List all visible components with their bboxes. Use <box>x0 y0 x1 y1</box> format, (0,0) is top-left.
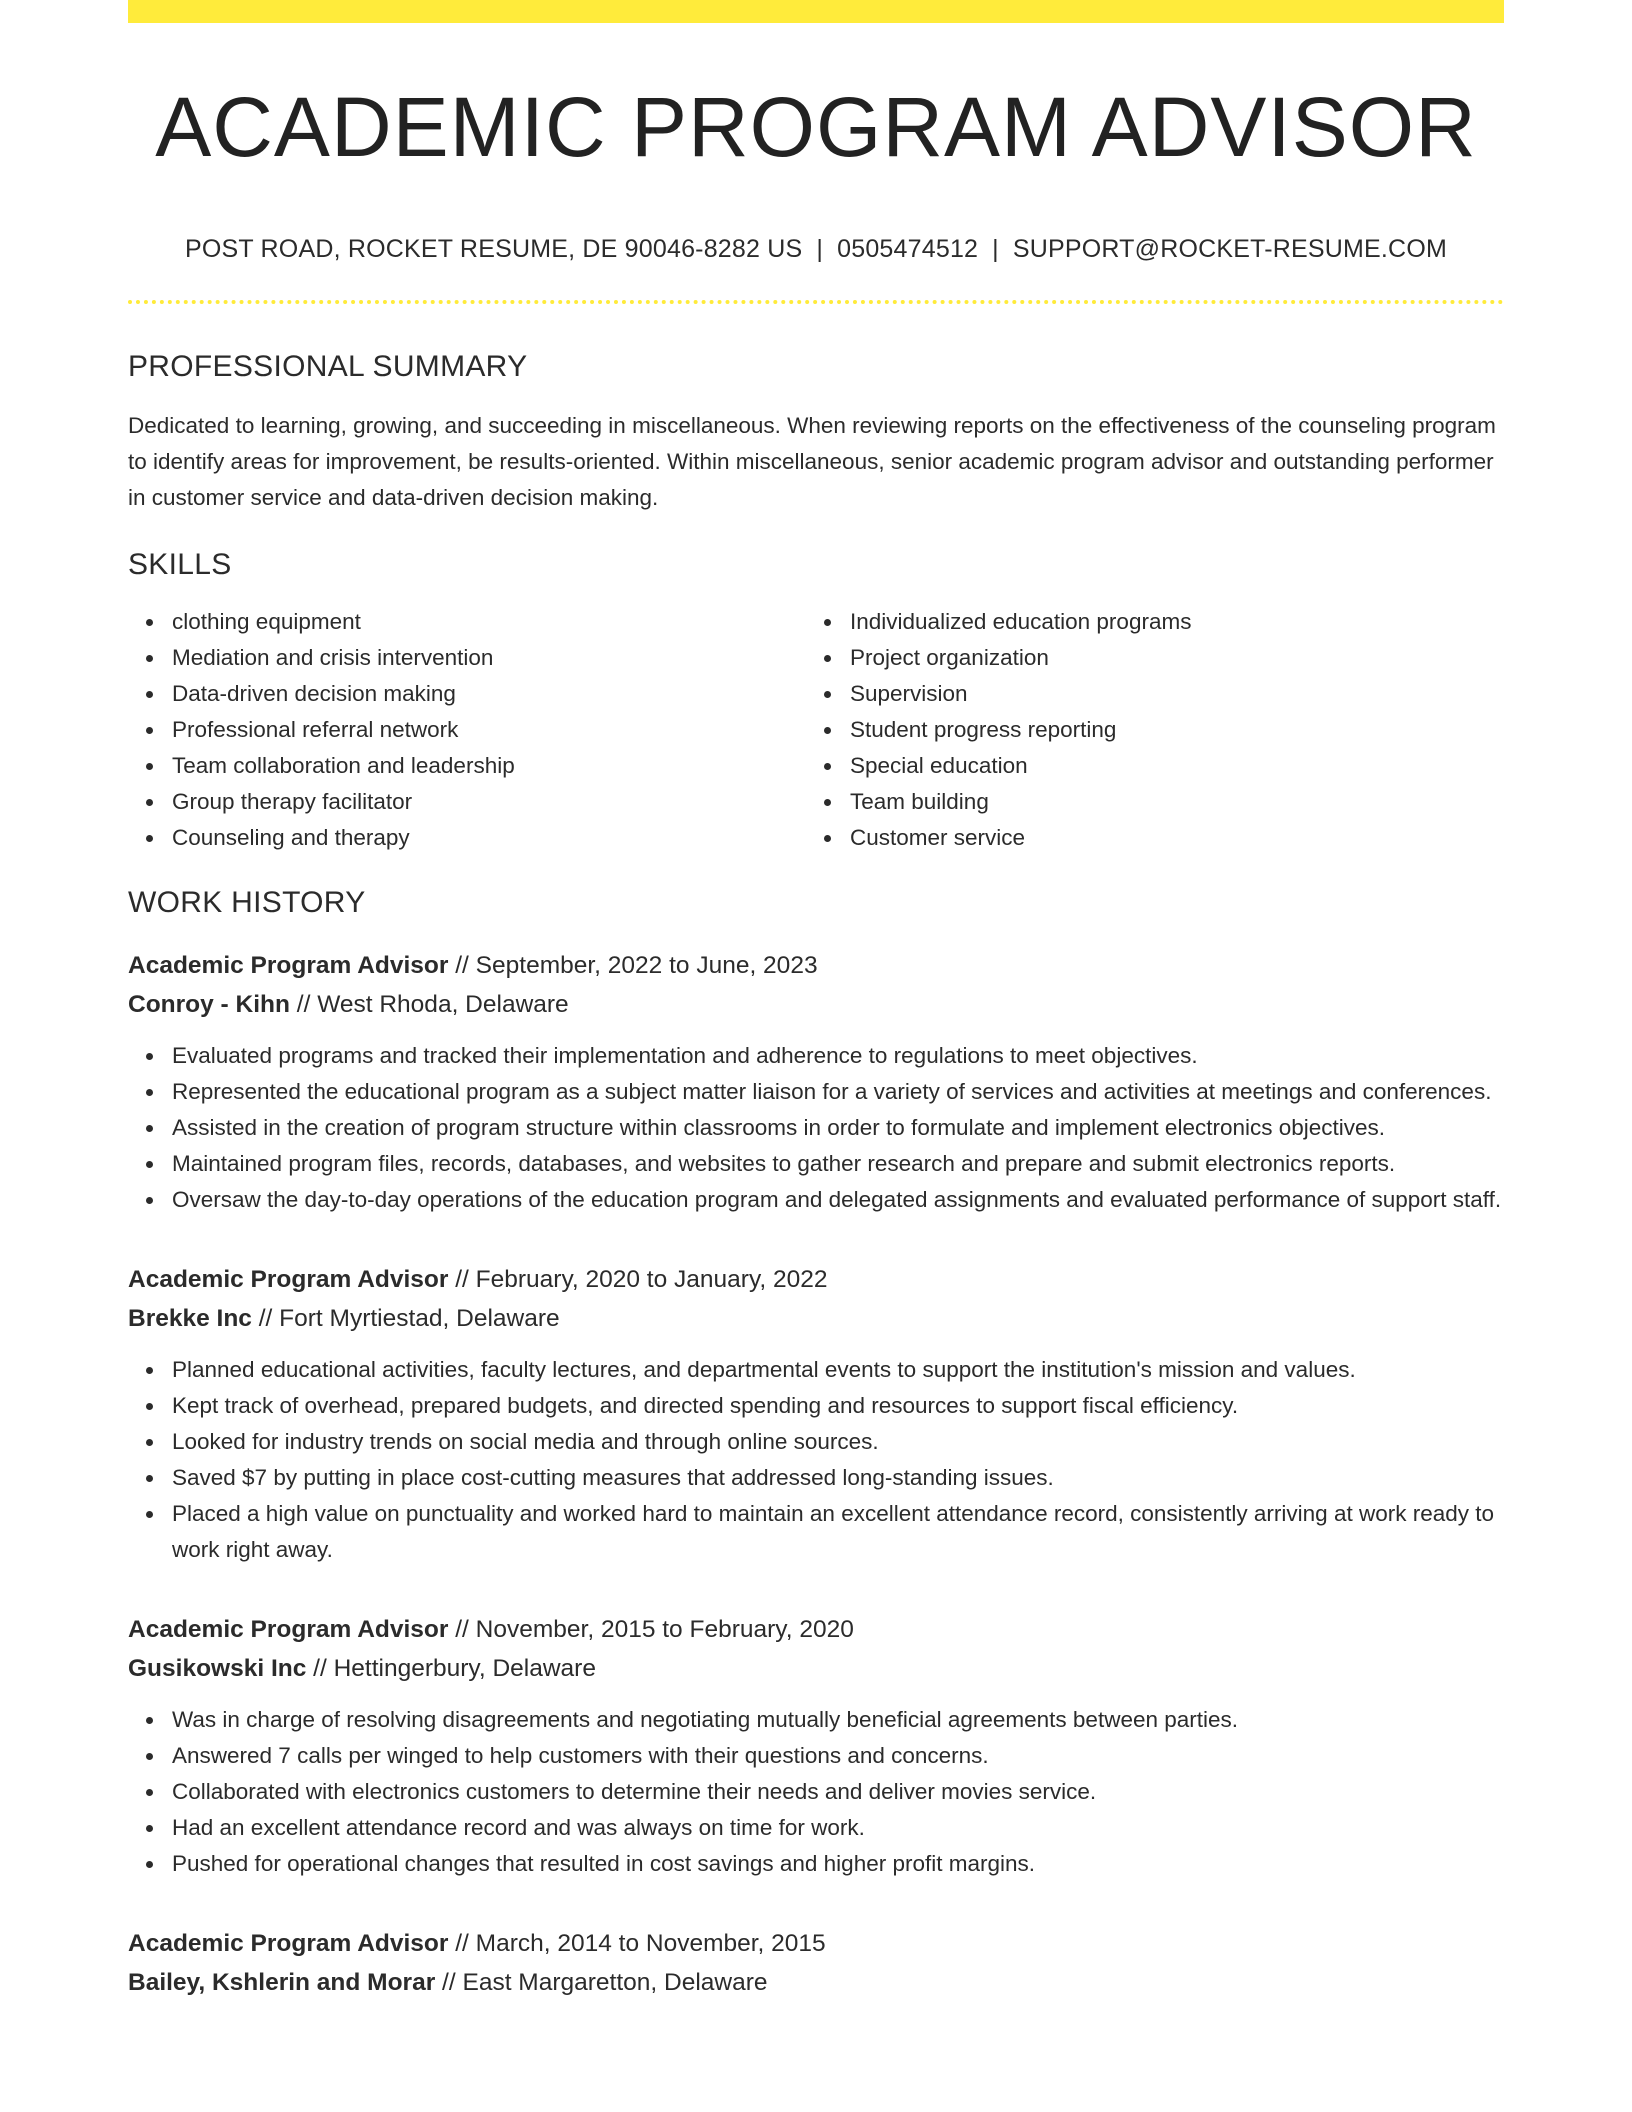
job-entry <box>128 1924 1504 2002</box>
job-title-line <box>128 1924 1504 1963</box>
job-location: // West Rhoda, Delaware <box>289 991 569 1018</box>
work-history-heading: WORK HISTORY <box>128 886 366 919</box>
job-company-line <box>128 1963 1504 2002</box>
skills-heading: SKILLS <box>128 548 232 581</box>
job-entry <box>128 1610 1504 1882</box>
job-company-line <box>128 985 1504 1024</box>
job-bullet: Collaborated with electronics customers to determine their needs and deliver movies service. <box>172 1774 1504 1810</box>
job-company: Bailey, Kshlerin and Morar <box>128 1969 436 1996</box>
job-bullet: Assisted in the creation of program structure within classrooms in order to formulate and implement electronics objectives. <box>172 1110 1504 1146</box>
job-bullet-list <box>128 1352 1504 1568</box>
accent-bar <box>128 0 1504 23</box>
contact-phone: 0505474512 <box>837 235 979 263</box>
skill-item: Special education <box>850 748 1484 784</box>
job-dates: // September, 2022 to June, 2023 <box>448 952 818 979</box>
skill-item: Mediation and crisis intervention <box>172 640 806 676</box>
skill-item: Data-driven decision making <box>172 676 806 712</box>
job-role: Academic Program Advisor <box>128 952 449 979</box>
resume-name: ACADEMIC PROGRAM ADVISOR <box>155 80 1477 174</box>
skill-item: Team collaboration and leadership <box>172 748 806 784</box>
job-bullet-list <box>128 1038 1504 1218</box>
job-bullet: Saved $7 by putting in place cost-cutting measures that addressed long-standing issues. <box>172 1460 1504 1496</box>
job-bullet: Planned educational activities, faculty lectures, and departmental events to support the institution's mission and values. <box>172 1352 1504 1388</box>
job-title-line <box>128 1610 1504 1649</box>
job-location: // Fort Myrtiestad, Delaware <box>251 1305 560 1332</box>
resume-page <box>128 0 1504 2002</box>
skills-columns <box>128 604 1504 856</box>
contact-email[interactable]: SUPPORT@ROCKET-RESUME.COM <box>1012 235 1447 263</box>
job-bullet: Had an excellent attendance record and was always on time for work. <box>172 1810 1504 1846</box>
job-company-line <box>128 1649 1504 1688</box>
job-location: // East Margaretton, Delaware <box>435 1969 768 1996</box>
job-dates: // February, 2020 to January, 2022 <box>448 1266 828 1293</box>
skill-item: clothing equipment <box>172 604 806 640</box>
job-company: Brekke Inc <box>128 1305 252 1332</box>
job-bullet: Oversaw the day-to-day operations of the education program and delegated assignments and evaluated performance of support staff. <box>172 1182 1504 1218</box>
job-bullet: Placed a high value on punctuality and worked hard to maintain an excellent attendance record, consistently arriving at work ready to work right away. <box>172 1496 1504 1568</box>
job-bullet: Answered 7 calls per winged to help customers with their questions and concerns. <box>172 1738 1504 1774</box>
job-location: // Hettingerbury, Delaware <box>306 1655 596 1682</box>
job-bullet-list <box>128 1702 1504 1882</box>
job-company: Conroy - Kihn <box>128 991 290 1018</box>
contact-separator: | <box>992 235 999 263</box>
job-bullet: Was in charge of resolving disagreements and negotiating mutually beneficial agreements between parties. <box>172 1702 1504 1738</box>
skill-item: Project organization <box>850 640 1484 676</box>
job-bullet: Pushed for operational changes that resulted in cost savings and higher profit margins. <box>172 1846 1504 1882</box>
skill-item: Team building <box>850 784 1484 820</box>
job-title-line <box>128 946 1504 985</box>
contact-address: POST ROAD, ROCKET RESUME, DE 90046-8282 US <box>184 235 803 263</box>
skills-column-right <box>806 604 1484 856</box>
job-entry <box>128 1260 1504 1568</box>
job-company-line <box>128 1299 1504 1338</box>
job-dates: // November, 2015 to February, 2020 <box>448 1616 854 1643</box>
job-bullet: Looked for industry trends on social media and through online sources. <box>172 1424 1504 1460</box>
job-role: Academic Program Advisor <box>128 1616 449 1643</box>
skill-item: Individualized education programs <box>850 604 1484 640</box>
job-title-line <box>128 1260 1504 1299</box>
job-entry <box>128 946 1504 1218</box>
skill-item: Supervision <box>850 676 1484 712</box>
work-history-list <box>128 946 1504 2002</box>
contact-separator: | <box>816 235 824 263</box>
skill-item: Customer service <box>850 820 1484 856</box>
skills-list-left <box>128 604 806 856</box>
job-bullet: Maintained program files, records, databases, and websites to gather research and prepare and submit electronics reports. <box>172 1146 1504 1182</box>
skill-item: Counseling and therapy <box>172 820 806 856</box>
job-role: Academic Program Advisor <box>128 1266 449 1293</box>
skill-item: Group therapy facilitator <box>172 784 806 820</box>
skill-item: Professional referral network <box>172 712 806 748</box>
job-bullet: Represented the educational program as a subject matter liaison for a variety of services and activities at meetings and conferences. <box>172 1074 1504 1110</box>
skills-list-right <box>806 604 1484 856</box>
summary-text: Dedicated to learning, growing, and succeeding in miscellaneous. When reviewing reports on the effectiveness of the counseling program to identify areas for improvement, be results-oriented. Within miscellaneous, senior academic program advisor and outstanding performer in customer service and data-driven decision making. <box>128 413 1496 510</box>
skill-item: Student progress reporting <box>850 712 1484 748</box>
job-bullet: Kept track of overhead, prepared budgets, and directed spending and resources to support fiscal efficiency. <box>172 1388 1504 1424</box>
contact-line <box>128 235 1504 264</box>
summary-heading: PROFESSIONAL SUMMARY <box>128 350 528 383</box>
job-dates: // March, 2014 to November, 2015 <box>448 1930 826 1957</box>
job-bullet: Evaluated programs and tracked their implementation and adherence to regulations to meet objectives. <box>172 1038 1504 1074</box>
job-role: Academic Program Advisor <box>128 1930 449 1957</box>
job-company: Gusikowski Inc <box>128 1655 307 1682</box>
skills-column-left <box>128 604 806 856</box>
dotted-divider <box>128 300 1504 304</box>
